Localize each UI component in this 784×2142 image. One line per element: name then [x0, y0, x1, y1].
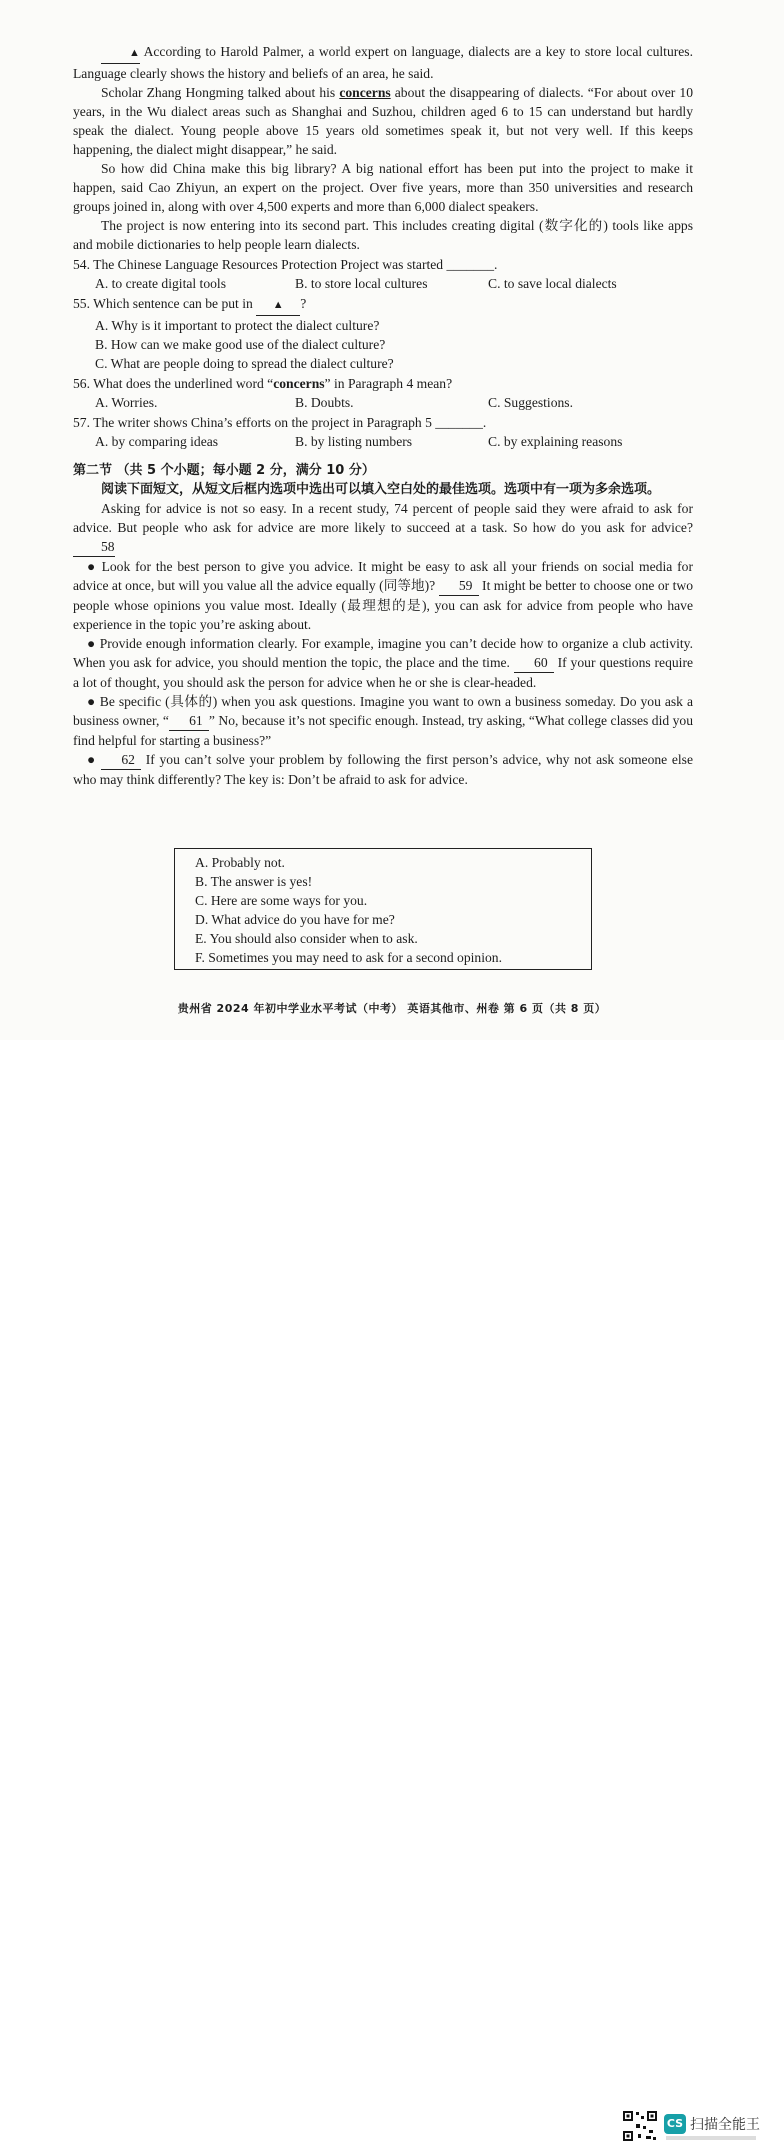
option-b: B. The answer is yes! — [195, 874, 313, 889]
paragraph-3: So how did China make this big library? A big national effort has been put into the project to make it happen, said Cao Zhiyun, an expert on the project. Over five years, more than 350 universities and research groups joined in, along with over 4,500 experts and more than 6,000 dialect speakers. — [73, 161, 693, 214]
page-footer: 贵州省 2024 年初中学业水平考试（中考） 英语其他市、州卷 第 6 页（共 8 页） — [177, 1002, 607, 1015]
advice-paragraph-2: ● Look for the best person to give you advice. It might be easy to ask all your friends on social media for advice at once, but will you value all the advice equally (同等地)? 59 It might be better to choose one or two people whose opinions you value most. Ideally (最理想的是), you can ask for advice from people who have experience in the topic you’re asking about. — [73, 559, 693, 632]
question-56-options — [73, 393, 693, 412]
option-54a: A. to create digital tools — [95, 276, 226, 291]
option-57b: B. by listing numbers — [295, 434, 413, 449]
blank-triangle: ▲ — [101, 42, 140, 64]
option-57a: A. by comparing ideas — [95, 434, 219, 449]
advice-paragraph-3: ● Provide enough information clearly. For example, imagine you can’t decide how to organize a club activity. When you ask for advice, you should mention the topic, the place and the time. 60 If your questions require a lot of thought, you should ask the person for advice when he or she is clear-headed. — [73, 636, 694, 690]
question-56: 56. What does the underlined word “concerns” in Paragraph 4 mean? — [73, 376, 453, 391]
option-56a: A. Worries. — [95, 395, 158, 410]
camscanner-logo-icon: CS — [664, 2114, 686, 2134]
option-55a: A. Why is it important to protect the dialect culture? — [95, 318, 380, 333]
advice-paragraph-1: Asking for advice is not so easy. In a recent study, 74 percent of people said they were afraid to ask for advice. But people who ask for advice are more likely to succeed at a task. So how do you ask for advice? 58 — [73, 499, 693, 557]
option-56c: C. Suggestions. — [488, 395, 573, 410]
camscanner-subtext — [666, 2136, 756, 2140]
option-a: A. Probably not. — [195, 855, 285, 870]
blank-62: 62 — [101, 750, 141, 770]
option-55c: C. What are people doing to spread the dialect culture? — [95, 356, 394, 371]
option-57c: C. by explaining reasons — [488, 434, 623, 449]
option-f: F. Sometimes you may need to ask for a second opinion. — [195, 950, 502, 965]
question-57-options — [73, 432, 693, 451]
scanner-bar — [0, 1048, 784, 2133]
question-54: 54. The Chinese Language Resources Protection Project was started _______. — [73, 257, 498, 272]
option-d: D. What advice do you have for me? — [195, 912, 395, 927]
advice-paragraph-4: ● Be specific (具体的) when you ask questions. Imagine you want to own a business someday. Do you ask a business owner, “ 61 ” No, because it’s not specific enough. Instead, try asking, “What college classes did you find helpful for starting a business?” — [73, 694, 693, 748]
blank-triangle: ▲ — [256, 294, 300, 316]
blank-61: 61 — [169, 711, 209, 731]
paragraph-4: The project is now entering into its second part. This includes creating digital (数字化的) tools like apps and mobile dictionaries to help people learn dialects. — [73, 218, 693, 252]
option-c: C. Here are some ways for you. — [195, 893, 368, 908]
paragraph-2: Scholar Zhang Hongming talked about his concerns about the disappearing of dialects. “For about over 10 years, in the Wu dialect areas such as Shanghai and Suzhou, children aged 6 to 15 can understand but hardly speak the dialect. Young people above 15 years old sometimes speak it, but not very well. If this keeps happening, the dialect might disappear,” he said. — [73, 85, 693, 157]
option-56b: B. Doubts. — [295, 395, 354, 410]
camscanner-name: 扫描全能王 — [690, 2117, 760, 2133]
option-54c: C. to save local dialects — [488, 276, 617, 291]
option-54b: B. to store local cultures — [295, 276, 428, 291]
option-55b: B. How can we make good use of the dialect culture? — [95, 337, 386, 352]
exam-page — [0, 0, 784, 1040]
blank-60: 60 — [514, 653, 554, 673]
question-57: 57. The writer shows China’s efforts on the project in Paragraph 5 _______. — [73, 415, 487, 430]
options-box — [174, 848, 592, 970]
blank-59: 59 — [439, 576, 479, 596]
passage-content — [73, 42, 693, 789]
qr-code-icon — [622, 2110, 658, 2142]
question-54-options — [73, 274, 693, 293]
section-2-instruction: 阅读下面短文，从短文后框内选项中选出可以填入空白处的最佳选项。选项中有一项为多余选项。 — [101, 482, 661, 497]
advice-paragraph-5: ● 62 If you can’t solve your problem by following the first person’s advice, why not ask someone else who may think differently? The key is: Don’t be afraid to ask for advice. — [73, 752, 693, 787]
option-e: E. You should also consider when to ask. — [195, 931, 418, 946]
blank-58: 58 — [73, 537, 115, 557]
paragraph-1: ▲ According to Harold Palmer, a world expert on language, dialects are a key to store local cultures. Language clearly shows the history and beliefs of an area, he said. — [73, 44, 693, 81]
concerns-word: concerns — [339, 85, 391, 100]
question-55: 55. Which sentence can be put in ▲ ? — [73, 294, 693, 316]
section-2-heading: 第二节 （共 5 个小题；每小题 2 分，满分 10 分） — [73, 463, 375, 478]
